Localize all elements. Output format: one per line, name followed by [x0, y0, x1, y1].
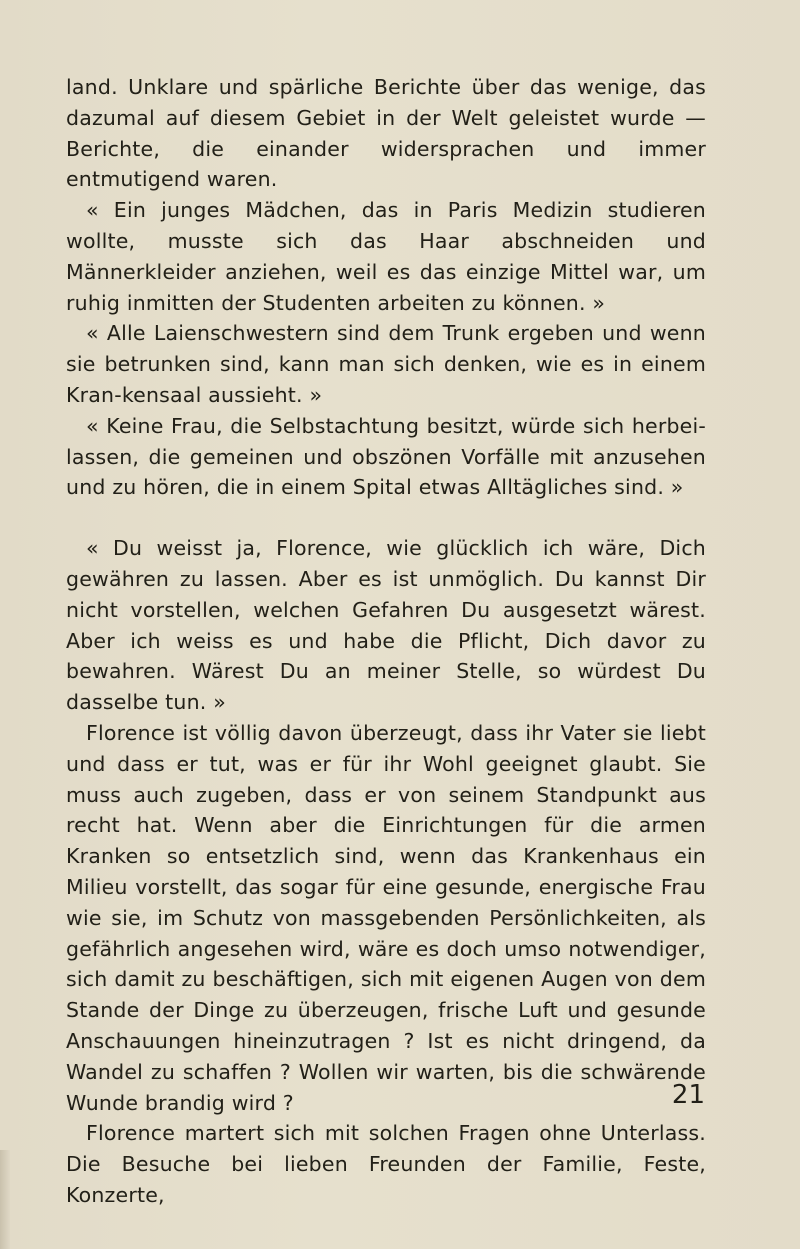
paragraph-1: land. Unklare und spärliche Berichte über das wenige, das dazumal auf diesem Gebiet in der Welt geleistet wurde — Berichte, die einander widersprachen und immer entmutigend waren. [66, 75, 706, 192]
paragraph-5: « Du weisst ja, Florence, wie glücklich ich wäre, Dich gewähren zu lassen. Aber es ist unmöglich. Du kannst Dir nicht vorstellen, welchen Gefahren Du ausgesetzt wärest. Aber ich weiss es und habe die Pflicht, Dich davor zu bewahren. Wärest Du an meiner Stelle, so würdest Du dasselbe tun. » [66, 536, 706, 715]
page-number: 21 [671, 1080, 705, 1110]
paragraph-4: « Keine Frau, die Selbstachtung besitzt, würde sich herbei-lassen, die gemeinen und obszönen Vorfälle mit anzusehen und zu hören, die in einem Spital etwas Alltägliches sind. » [66, 413, 706, 500]
paragraph-3: « Alle Laienschwestern sind dem Trunk ergeben und wenn sie betrunken sind, kann man sich denken, wie es in einem Kran-kensaal aussieht. » [66, 321, 706, 407]
paragraph-2: « Ein junges Mädchen, das in Paris Medizin studieren wollte, musste sich das Haar abschneiden und Männerkleider anziehen, weil es das einzige Mittel war, um ruhig inmitten der Studenten arbeiten zu können. » [66, 198, 706, 315]
paragraph-7: Florence martert sich mit solchen Fragen ohne Unterlass. Die Besuche bei lieben Freunden der Familie, Feste, Konzerte, [66, 1121, 706, 1207]
body-text [66, 72, 706, 1211]
paragraph-gap [66, 503, 706, 533]
paragraph-6: Florence ist völlig davon überzeugt, dass ihr Vater sie liebt und dass er tut, was er für ihr Wohl geeignet glaubt. Sie muss auch zugeben, dass er von seinem Standpunkt aus recht hat. Wenn aber die Einrichtungen für die armen Kranken so entsetzlich sind, wenn das Krankenhaus ein Milieu vorstellt, das sogar für eine gesunde, energische Frau wie sie, im Schutz von massgebenden Persönlichkeiten, als gefährlich angesehen wird, wäre es doch umso notwendiger, sich damit zu beschäftigen, sich mit eigenen Augen von dem Stande der Dinge zu überzeugen, frische Luft und gesunde Anschauungen hineinzutragen ? Ist es nicht dringend, da Wandel zu schaffen ? Wollen wir warten, bis die schwärende Wunde brandig wird ? [66, 720, 706, 1115]
page-edge-shadow [0, 1150, 10, 1249]
